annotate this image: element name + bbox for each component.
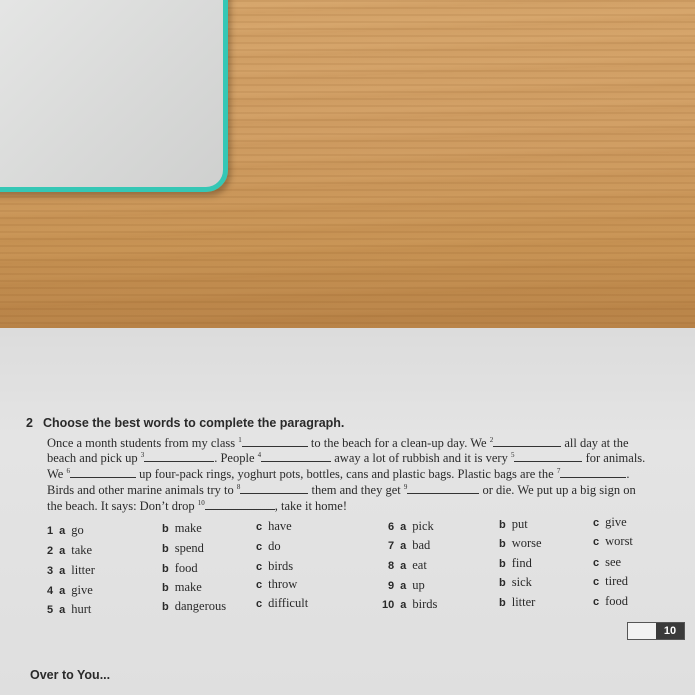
- gap-number: 2: [489, 436, 494, 444]
- score-box: [627, 622, 685, 640]
- paragraph-line-4: [47, 483, 636, 498]
- option-c: see: [605, 555, 622, 569]
- option-3c: [256, 559, 293, 574]
- option-letter: c: [593, 576, 600, 588]
- gap-number: 3: [140, 451, 145, 459]
- text: the beach. It says: Don’t drop: [47, 499, 195, 514]
- option-b: make: [174, 580, 202, 594]
- option-letter: a: [59, 525, 66, 537]
- option-5c: [256, 596, 308, 611]
- exercise-heading: [26, 416, 344, 430]
- option-2c: [256, 539, 281, 554]
- option-c: throw: [268, 577, 298, 591]
- gap-number: 8: [236, 483, 241, 491]
- text: . People: [214, 451, 255, 466]
- option-letter: b: [499, 538, 506, 550]
- text: beach and pick up: [47, 451, 138, 466]
- option-c: food: [605, 594, 629, 608]
- gap-number: 6: [66, 467, 70, 475]
- text: Birds and other marine animals try to: [47, 483, 234, 498]
- option-a: bad: [412, 538, 431, 552]
- option-b: sick: [511, 575, 532, 589]
- option-c: worst: [605, 534, 633, 548]
- gap-number: 9: [403, 483, 408, 491]
- option-number: 6: [388, 521, 395, 533]
- option-row-7: [388, 538, 430, 553]
- over-to-you-heading: Over to You...: [30, 668, 111, 682]
- option-letter: b: [162, 543, 169, 555]
- paragraph-line-2: [47, 451, 645, 466]
- option-letter: c: [593, 596, 600, 608]
- text: or die. We put up a big sign on: [482, 483, 636, 498]
- option-c: have: [268, 519, 292, 533]
- option-b: find: [511, 556, 532, 570]
- option-letter: a: [59, 585, 66, 597]
- option-a: give: [71, 583, 93, 597]
- option-10b: [499, 595, 535, 610]
- paragraph-line-5: [47, 499, 347, 514]
- option-a: pick: [412, 519, 434, 533]
- option-number: 7: [388, 540, 395, 552]
- option-2b: [162, 541, 204, 556]
- text: Once a month students from my class: [47, 436, 236, 451]
- option-letter: c: [593, 557, 600, 569]
- gap-number: 4: [257, 451, 262, 459]
- option-1c: [256, 519, 292, 534]
- option-number: 1: [47, 525, 54, 537]
- option-3b: [162, 561, 198, 576]
- option-row-5: [47, 602, 91, 617]
- gap-number: 10: [197, 499, 205, 507]
- option-b: dangerous: [174, 599, 227, 613]
- score-total: 10: [656, 623, 684, 639]
- paragraph-line-3: [47, 467, 629, 482]
- option-number: 2: [47, 545, 54, 557]
- gap-blank: [261, 451, 331, 462]
- option-row-3: [47, 563, 95, 578]
- option-letter: c: [593, 517, 600, 529]
- gap-blank: [242, 436, 308, 447]
- option-a: take: [71, 543, 93, 557]
- gap-blank: [493, 436, 561, 447]
- option-9b: [499, 575, 532, 590]
- option-a: up: [412, 578, 425, 592]
- option-letter: b: [499, 558, 506, 570]
- option-letter: b: [162, 601, 169, 613]
- option-number: 9: [388, 580, 395, 592]
- option-8b: [499, 556, 532, 571]
- tablet-device: [0, 0, 228, 192]
- option-b: food: [174, 561, 198, 575]
- option-row-6: [388, 519, 434, 534]
- option-letter: c: [256, 521, 263, 533]
- option-b: litter: [511, 595, 536, 609]
- option-number: 3: [47, 565, 54, 577]
- option-6c: [593, 515, 627, 530]
- option-c: do: [268, 539, 281, 553]
- option-b: make: [174, 521, 202, 535]
- option-letter: c: [256, 598, 263, 610]
- option-b: spend: [174, 541, 204, 555]
- option-letter: a: [59, 604, 66, 616]
- text: up four-pack rings, yoghurt pots, bottles, cans and plastic bags. Plastic bags are the: [139, 467, 554, 482]
- option-4c: [256, 577, 297, 592]
- option-row-4: [47, 583, 93, 598]
- option-letter: b: [499, 597, 506, 609]
- gap-number: 1: [238, 436, 242, 444]
- exercise-number: 2: [26, 416, 33, 430]
- option-letter: c: [256, 541, 263, 553]
- option-letter: a: [400, 540, 407, 552]
- exercise-title: Choose the best words to complete the paragraph.: [42, 416, 345, 430]
- gap-blank: [205, 499, 275, 510]
- gap-blank: [70, 467, 136, 478]
- option-a: go: [71, 523, 84, 537]
- option-9c: [593, 574, 628, 589]
- text: to the beach for a clean-up day. We: [310, 436, 487, 451]
- option-letter: b: [499, 577, 506, 589]
- option-c: birds: [268, 559, 294, 573]
- option-a: litter: [71, 563, 95, 577]
- option-5b: [162, 599, 226, 614]
- option-letter: a: [59, 565, 66, 577]
- option-a: hurt: [71, 602, 92, 616]
- text: them and they get: [311, 483, 401, 498]
- text: for animals.: [585, 451, 646, 466]
- gap-number: 7: [556, 467, 561, 475]
- option-letter: b: [499, 519, 506, 531]
- option-row-9: [388, 578, 425, 593]
- option-8c: [593, 555, 621, 570]
- option-10c: [593, 594, 628, 609]
- option-4b: [162, 580, 202, 595]
- gap-blank: [240, 483, 308, 494]
- option-letter: b: [162, 523, 169, 535]
- option-a: eat: [412, 558, 427, 572]
- gap-blank: [144, 451, 214, 462]
- option-row-10: [382, 597, 437, 612]
- option-letter: a: [400, 580, 407, 592]
- option-letter: c: [256, 561, 263, 573]
- option-row-8: [388, 558, 427, 573]
- gap-blank: [407, 483, 479, 494]
- option-b: put: [511, 517, 528, 531]
- option-number: 5: [47, 604, 54, 616]
- text: .: [626, 467, 630, 482]
- option-6b: [499, 517, 528, 532]
- option-a: birds: [412, 597, 438, 611]
- option-number: 10: [382, 599, 395, 611]
- option-letter: b: [162, 563, 169, 575]
- option-c: tired: [605, 574, 629, 588]
- option-7c: [593, 534, 633, 549]
- option-b: worse: [511, 536, 542, 550]
- option-letter: a: [400, 521, 407, 533]
- text: , take it home!: [274, 499, 347, 514]
- option-letter: c: [256, 579, 263, 591]
- paragraph-line-1: [47, 436, 629, 451]
- option-letter: a: [59, 545, 66, 557]
- option-row-1: [47, 523, 84, 538]
- gap-number: 5: [510, 451, 515, 459]
- text: We: [47, 467, 64, 482]
- option-letter: a: [400, 560, 407, 572]
- option-letter: a: [400, 599, 407, 611]
- text: all day at the: [564, 436, 629, 451]
- option-letter: c: [593, 536, 600, 548]
- option-1b: [162, 521, 202, 536]
- option-row-2: [47, 543, 92, 558]
- option-c: give: [605, 515, 627, 529]
- option-letter: b: [162, 582, 169, 594]
- option-number: 4: [47, 585, 54, 597]
- option-c: difficult: [268, 596, 309, 610]
- text: away a lot of rubbish and it is very: [334, 451, 508, 466]
- gap-blank: [514, 451, 582, 462]
- option-7b: [499, 536, 542, 551]
- gap-blank: [560, 467, 626, 478]
- option-number: 8: [388, 560, 395, 572]
